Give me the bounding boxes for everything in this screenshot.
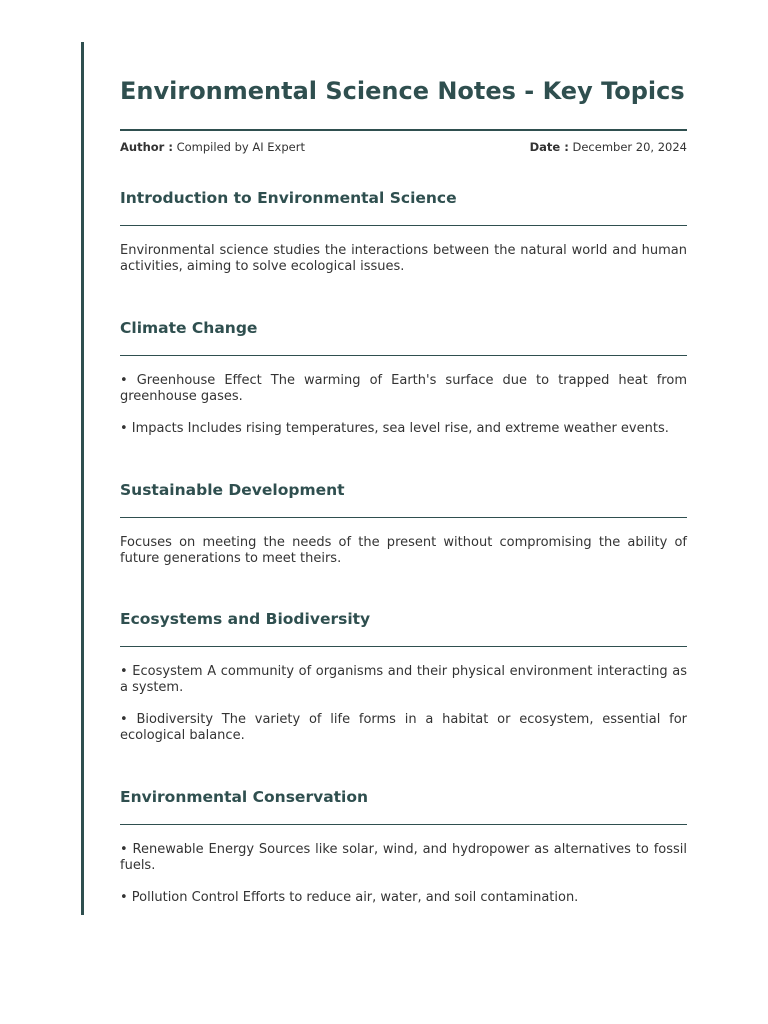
section-heading: Climate Change [120,319,258,337]
author-info [120,140,305,154]
section-divider [120,646,687,647]
page-title: Environmental Science Notes - Key Topics [120,77,685,105]
section-divider [120,225,687,226]
section-sustainable-development [120,480,687,566]
section-climate-change [120,318,687,437]
section-divider [120,824,687,825]
section-heading: Ecosystems and Biodiversity [120,610,371,628]
author-label: Author : [120,140,173,154]
section-divider [120,517,687,518]
date-label: Date : [529,140,569,154]
section-heading: Introduction to Environmental Science [120,189,457,207]
section-heading: Environmental Conservation [120,788,369,806]
title-divider [120,129,687,131]
date-value: December 20, 2024 [572,140,687,154]
section-ecosystems-biodiversity [120,609,687,743]
section-environmental-conservation [120,787,687,906]
document-meta [120,140,687,154]
bullet-item: • Biodiversity The variety of life forms in a habitat or ecosystem, essential for ecological balance. [120,712,687,743]
bullet-item: • Greenhouse Effect The warming of Earth's surface due to trapped heat from greenhouse gases. [120,373,687,404]
bullet-item: • Pollution Control Efforts to reduce air, water, and soil contamination. [120,890,579,905]
bullet-item: • Impacts Includes rising temperatures, sea level rise, and extreme weather events. [120,421,669,436]
bullet-item: • Ecosystem A community of organisms and their physical environment interacting as a system. [120,664,687,695]
bullet-item: • Renewable Energy Sources like solar, wind, and hydropower as alternatives to fossil fuels. [120,842,687,873]
author-value: Compiled by AI Expert [176,140,305,154]
section-paragraph: Focuses on meeting the needs of the present without compromising the ability of future generations to meet theirs. [120,535,687,566]
date-info [530,140,687,154]
section-heading: Sustainable Development [120,481,345,499]
section-divider [120,355,687,356]
left-accent-bar [81,42,84,915]
section-paragraph: Environmental science studies the interactions between the natural world and human activities, aiming to solve ecological issues. [120,243,687,274]
section-introduction [120,188,687,274]
